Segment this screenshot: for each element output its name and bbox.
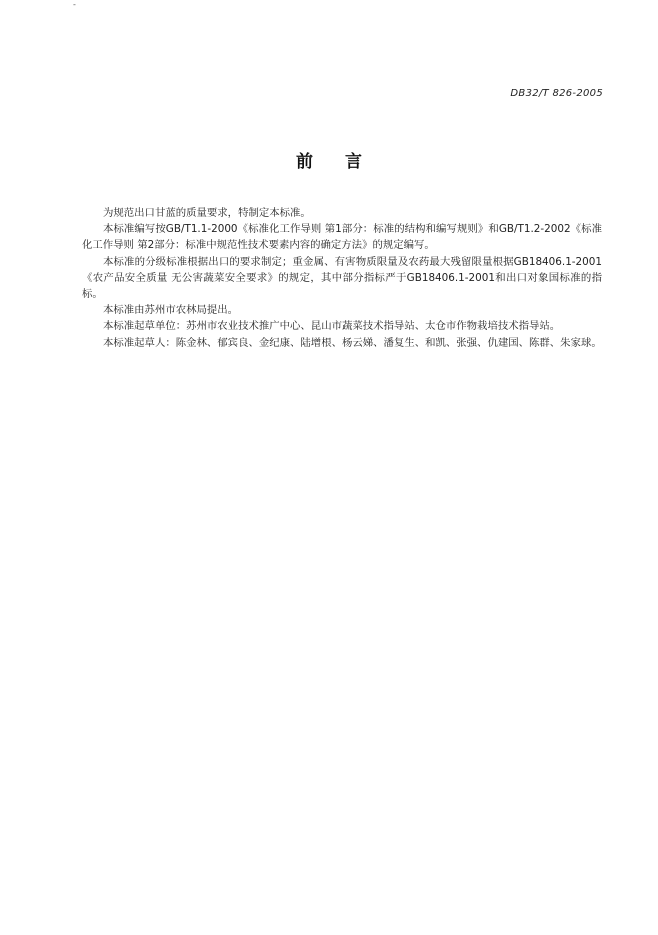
standard-code: DB32/T 826-2005	[510, 88, 603, 99]
paragraph-drafting-units: 本标准起草单位：苏州市农业技术推广中心、昆山市蔬菜技术指导站、太仓市作物栽培技术指导站。	[103, 320, 561, 333]
page-title: 前言	[296, 152, 394, 172]
paragraph-purpose: 为规范出口甘蓝的质量要求，特制定本标准。	[103, 207, 311, 219]
paragraph-drafting-rules: 本标准编写按GB/T1.1-2000《标准化工作导则 第1部分：标准的结构和编写规则》和GB/T1.2-2002《标准化工作导则 第2部分：标准中规范性技术要素内容的确定方法》的规定编写。	[82, 223, 602, 252]
scan-corner-mark: -	[73, 0, 76, 9]
foreword-body	[82, 205, 602, 351]
paragraph-drafters: 本标准起草人：陈金林、郁宾良、金纪康、陆增根、杨云娣、潘复生、和凯、张强、仇建国、陈群、朱家球。	[103, 336, 602, 349]
paragraph-proposer: 本标准由苏州市农林局提出。	[103, 304, 239, 317]
paragraph-grading-basis: 本标准的分级标准根据出口的要求制定；重金属、有害物质限量及农药最大残留限量根据GB18406.1-2001《农产品安全质量 无公害蔬菜安全要求》的规定，其中部分指标严于GB18406.1-2001和出口对象国标准的指标。	[82, 255, 602, 301]
